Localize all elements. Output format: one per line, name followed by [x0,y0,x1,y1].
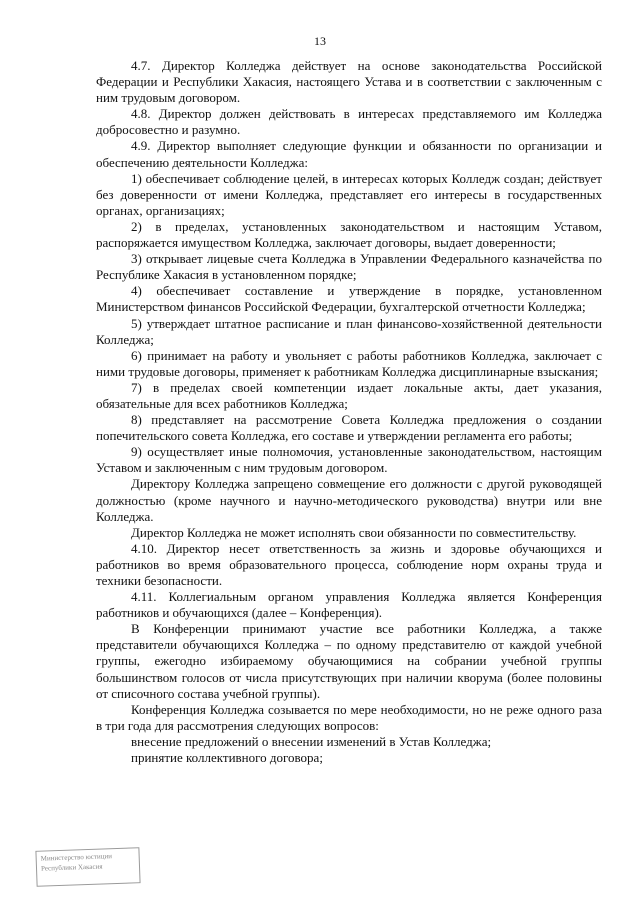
paragraph-charter-amendments: внесение предложений о внесении изменений в Устав Колледжа; [131,733,492,749]
list-item-5: 5) утверждает штатное расписание и план финансово-хозяйственной деятельности Колледжа; [96,315,602,347]
page-number: 13 [314,34,326,48]
stamp-line-2: Республики Хакасия [40,862,103,873]
list-item-8: 8) представляет на рассмотрение Совета Колледжа предложения о создании попечительского совета Колледжа, его составе и утверждении регламента его работы; [96,412,602,444]
paragraph-conference-convening: Конференция Колледжа созывается по мере необходимости, но не реже одного раза в три года для рассмотрения следующих вопросов: [96,701,602,733]
list-item-1: 1) обеспечивает соблюдение целей, в интересах которых Колледж создан; действует без доверенности от имени Колледжа, представляет его интересы в государственных органах, организациях; [96,170,602,218]
document-body [96,58,602,766]
list-item-9: 9) осуществляет иные полномочия, установленные законодательством, настоящим Уставом и заключенным с ним трудовым договором. [96,444,602,476]
list-item-7: 7) в пределах своей компетенции издает локальные акты, дает указания, обязательные для всех работников Колледжа; [96,379,602,411]
list-item-2: 2) в пределах, установленных законодательством и настоящим Уставом, распоряжается имуществом Колледжа, заключает договоры, выдает доверенности; [96,218,602,251]
paragraph-4-7: 4.7. Директор Колледжа действует на основе законодательства Российской Федерации и Республики Хакасия, настоящего Устава и в соответствии с заключенным с ним трудовым договором. [96,58,602,106]
paragraph-collective-agreement: принятие коллективного договора; [131,750,323,766]
paragraph-director-restriction: Директору Колледжа запрещено совмещение его должности с другой руководящей должностью (кроме научного и научно-методического руководства) внутри или вне Колледжа. [96,476,602,524]
list-item-3: 3) открывает лицевые счета Колледжа в Управлении Федерального казначейства по Республике Хакасия в установленном порядке; [96,251,602,283]
paragraph-conference-participants: В Конференции принимают участие все работники Колледжа, а также представители обучающихся Колледжа – по одному представителю от каждой учебной группы, ежегодно избираемому обучающимися на собрании учебной группы большинством голосов от числа присутствующих при наличии кворума (более половины от списочного состава учебной группы). [96,621,602,701]
paragraph-4-10: 4.10. Директор несет ответственность за жизнь и здоровье обучающихся и работников во время образовательного процесса, соблюдение норм охраны труда и техники безопасности. [96,540,602,588]
list-item-6: 6) принимает на работу и увольняет с работы работников Колледжа, заключает с ними трудовые договоры, применяет к работникам Колледжа дисциплинарные взыскания; [96,347,602,379]
paragraph-director-no-part-time: Директор Колледжа не может исполнять свои обязанности по совместительству. [131,524,577,540]
list-item-4: 4) обеспечивает составление и утверждение в порядке, установленном Министерством финансов Российской Федерации, бухгалтерской отчетности Колледжа; [96,283,602,315]
paragraph-4-11: 4.11. Коллегиальным органом управления Колледжа является Конференция работников и обучающихся (далее – Конференция). [96,589,602,621]
paragraph-4-8: 4.8. Директор должен действовать в интересах представляемого им Колледжа добросовестно и разумно. [96,106,602,138]
stamp-line-1: Министерство юстиции [40,852,113,863]
registration-stamp [35,847,140,887]
paragraph-4-9: 4.9. Директор выполняет следующие функции и обязанности по организации и обеспечению деятельности Колледжа: [96,138,602,170]
